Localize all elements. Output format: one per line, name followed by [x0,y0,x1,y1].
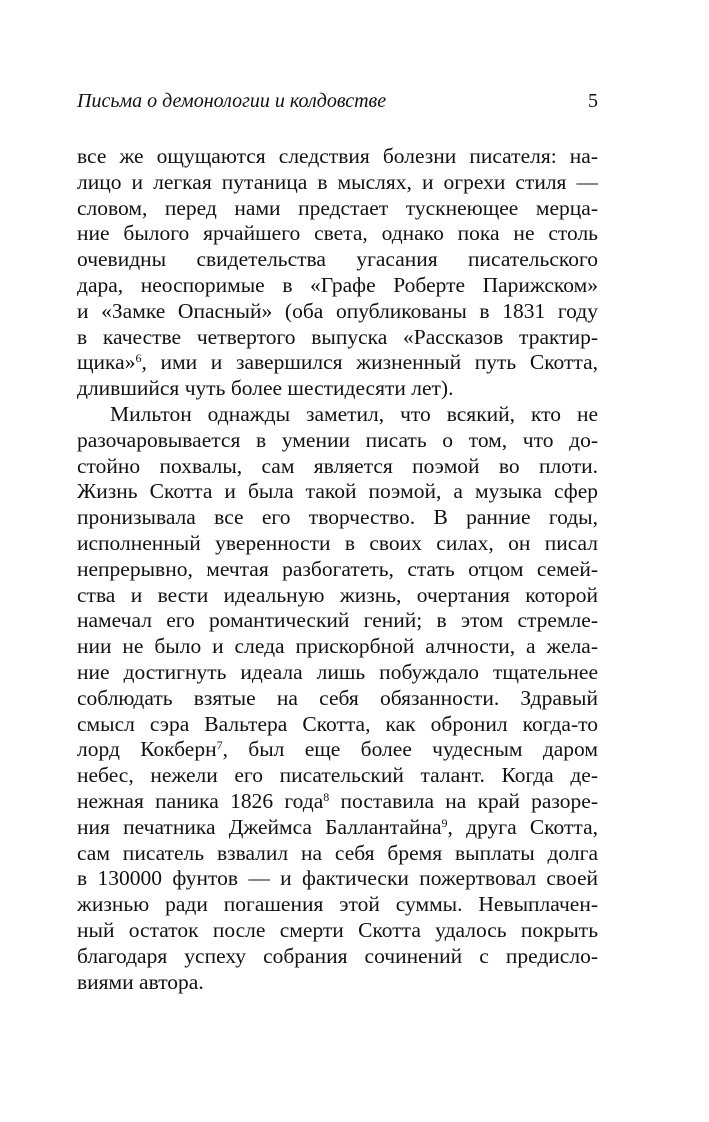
text-line-content: небес, нежели его писательский талант. Когда де- [77,763,598,788]
body-text [77,144,598,995]
text-line-content: намечал его романтический гений; в этом стремле- [77,608,598,633]
text-line-content: очевидны свидетельства угасания писательского [77,247,598,272]
text-line-content: лицо и легкая путаница в мыслях, и огрехи стиля — [77,169,598,194]
text-line-content: благодаря успеху собрания сочинений с предисло- [77,943,598,968]
text-line [77,170,598,196]
text-line-content: дара, неоспоримые в «Графе Роберте Парижском» [77,272,598,297]
text-line-content: в качестве четвертого выпуска «Рассказов трактир- [77,324,598,349]
text-line-content: соблюдать взятые на себя обязанности. Здравый [77,685,598,710]
text-line [77,350,598,376]
text-line [77,763,598,789]
text-line-content: Жизнь Скотта и была такой поэмой, а музыка сфер [77,479,598,504]
text-line [77,557,598,583]
text-line-content: щика» [77,350,136,375]
text-line-content: и «Замке Опасный» (оба опубликованы в 1831 году [77,298,598,323]
text-line [77,402,598,428]
text-line-content: исполненный уверенности в своих силах, он писал [77,530,598,555]
text-line [77,686,598,712]
text-line [77,479,598,505]
text-line-content: Мильтон однажды заметил, что всякий, кто не [110,401,598,426]
text-line [77,892,598,918]
text-line [77,737,598,763]
text-line-content: поставила на край разоре- [329,788,598,813]
running-title: Письма о демонологии и колдовстве [77,90,387,112]
text-line [77,866,598,892]
text-line-content: , был еще более чудесным даром [222,737,598,762]
text-line [77,608,598,634]
text-line-content: длившийся чуть более шестидесяти лет). [77,376,454,401]
text-line [77,428,598,454]
text-line [77,789,598,815]
text-line-content: сам писатель взвалил на себя бремя выплаты долга [77,840,598,865]
text-line [77,144,598,170]
text-line-content: словом, перед нами предстает тускнеющее мерца- [77,195,598,220]
text-line [77,196,598,222]
text-line-content: разочаровывается в умении писать о том, что до- [77,427,598,452]
text-line-content: стойно похвалы, сам является поэмой во плоти. [77,453,598,478]
footnote-marker: 6 [135,351,142,366]
text-line-content: нежная паника 1826 года [77,788,324,813]
text-line [77,273,598,299]
text-line-content: виями автора. [77,969,204,994]
text-line [77,247,598,273]
text-line [77,815,598,841]
text-line [77,841,598,867]
page-number: 5 [588,90,598,112]
footnote-marker: 7 [216,738,223,753]
text-line-content: смысл сэра Вальтера Скотта, как обронил когда-то [77,711,598,736]
text-line [77,634,598,660]
text-line [77,221,598,247]
text-line [77,505,598,531]
text-line [77,531,598,557]
text-line [77,712,598,738]
text-line-content: жизнью ради погашения этой суммы. Невыплачен- [77,892,598,917]
footnote-marker: 8 [323,789,330,804]
text-line-content: в 130000 фунтов — и фактически пожертвовал своей [77,866,598,891]
text-line-content: , ими и завершился жизненный путь Скотта, [141,350,598,375]
footnote-marker: 9 [441,815,448,830]
text-line [77,325,598,351]
text-line-content: все же ощущаются следствия болезни писателя: на- [77,144,598,168]
text-line-content: лорд Кокберн [77,737,217,762]
text-line-content: непрерывно, мечтая разбогатеть, стать отцом семей- [77,556,598,581]
text-line-content: ние достигнуть идеала лишь побуждало тщательнее [77,659,598,684]
text-line-content: ства и вести идеальную жизнь, очертания которой [77,582,598,607]
text-line [77,660,598,686]
text-line [77,454,598,480]
text-line [77,583,598,609]
text-line [77,376,598,402]
text-line [77,299,598,325]
text-line-content: , друга Скотта, [447,814,598,839]
running-head [77,88,598,114]
text-line-content: пронизывала все его творчество. В ранние годы, [77,505,598,530]
text-line [77,944,598,970]
text-line-content: ния печатника Джеймса Баллантайна [77,814,442,839]
text-line [77,970,598,996]
text-line-content: ние былого ярчайшего света, однако пока не столь [77,221,598,246]
book-page [77,0,598,1122]
text-line-content: нии не было и следа прискорбной алчности, а жела- [77,634,598,659]
text-line-content: ный остаток после смерти Скотта удалось покрыть [77,917,598,942]
text-line [77,918,598,944]
